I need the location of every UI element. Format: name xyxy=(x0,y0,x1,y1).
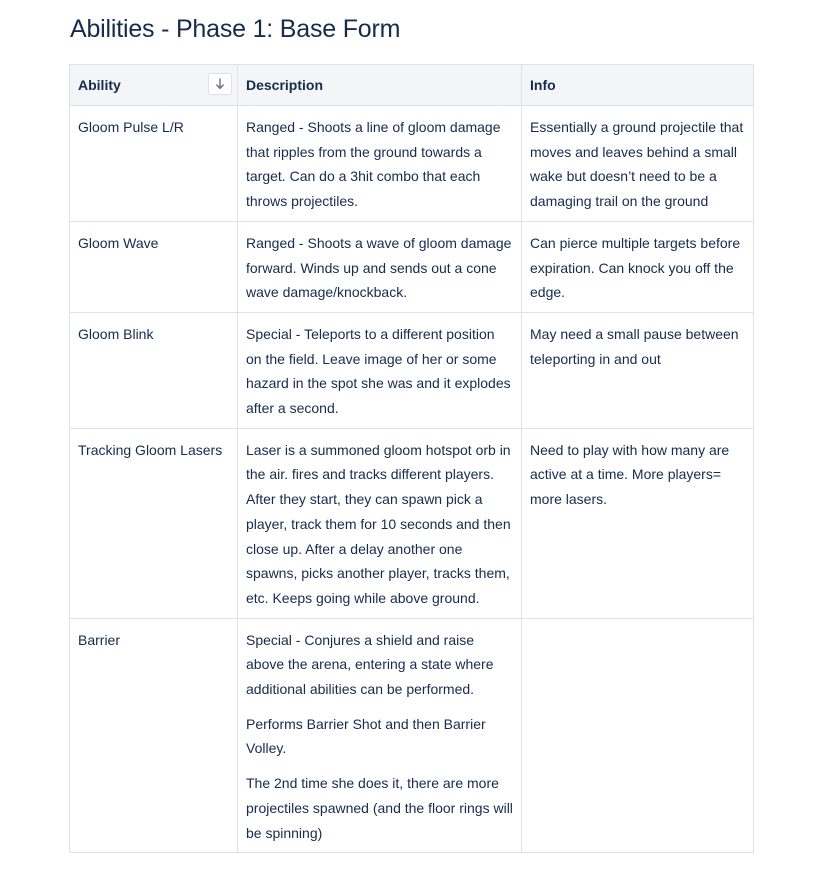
table-row xyxy=(70,312,754,428)
info-cell xyxy=(522,618,754,853)
table-row xyxy=(70,221,754,312)
info-cell: Need to play with how many are active at a time. More players= more lasers. xyxy=(522,428,754,618)
abilities-table xyxy=(69,64,754,853)
info-cell: Essentially a ground projectile that moves and leaves behind a small wake but doesn’t need to be a damaging trail on the ground xyxy=(522,106,754,222)
table-row xyxy=(70,106,754,222)
description-paragraph: Performs Barrier Shot and then Barrier Volley. xyxy=(246,715,486,757)
table-header-row xyxy=(70,65,754,106)
description-paragraph: The 2nd time she does it, there are more projectiles spawned (and the floor rings will be spinning) xyxy=(246,775,513,841)
info-cell: Can pierce multiple targets before expiration. Can knock you off the edge. xyxy=(522,221,754,312)
column-header-info: Info xyxy=(522,65,754,106)
description-paragraph: Laser is a summoned gloom hotspot orb in the air. fires and tracks different players. After they start, they can spawn pick a player, track them for 10 seconds and then close up. After a delay another one spawns, picks another player, tracks them, etc. Keeps going while above ground. xyxy=(246,441,511,606)
description-cell xyxy=(238,221,522,312)
description-paragraph: Ranged - Shoots a line of gloom damage that ripples from the ground towards a target. Can do a 3hit combo that each throws projectiles. xyxy=(246,119,501,210)
info-cell: May need a small pause between teleporting in and out xyxy=(522,312,754,428)
description-cell xyxy=(238,618,522,853)
ability-cell: Gloom Blink xyxy=(70,312,238,428)
description-paragraph: Ranged - Shoots a wave of gloom damage forward. Winds up and sends out a cone wave damage/knockback. xyxy=(246,234,512,301)
description-paragraph: Special - Conjures a shield and raise above the arena, entering a state where additional abilities can be performed. xyxy=(246,631,494,698)
ability-cell: Barrier xyxy=(70,618,238,853)
ability-cell: Gloom Wave xyxy=(70,221,238,312)
table-row xyxy=(70,618,754,853)
column-header-description: Description xyxy=(238,65,522,106)
column-header-ability xyxy=(70,65,238,106)
description-cell xyxy=(238,428,522,618)
sort-button[interactable] xyxy=(208,73,232,95)
ability-cell: Gloom Pulse L/R xyxy=(70,106,238,222)
description-cell xyxy=(238,312,522,428)
arrow-down-icon xyxy=(215,78,225,90)
page-title: Abilities - Phase 1: Base Form xyxy=(70,15,401,43)
ability-cell: Tracking Gloom Lasers xyxy=(70,428,238,618)
description-paragraph: Special - Teleports to a different position on the field. Leave image of her or some hazard in the spot she was and it explodes after a second. xyxy=(246,325,511,417)
table-row xyxy=(70,428,754,618)
column-header-ability-label: Ability xyxy=(78,76,121,93)
description-cell xyxy=(238,106,522,222)
